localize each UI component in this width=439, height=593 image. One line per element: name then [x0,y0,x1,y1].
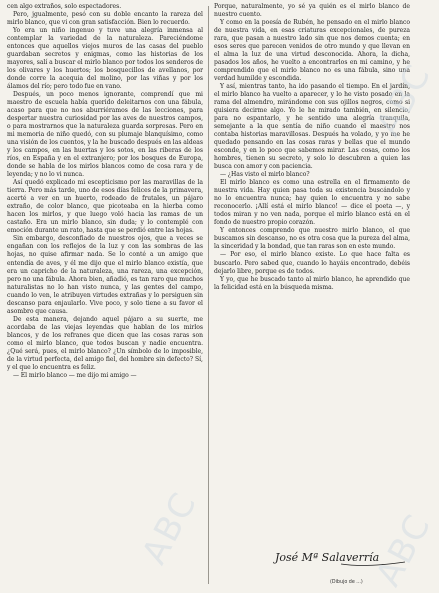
abc-watermark: ABC [368,507,439,593]
paragraph: Yo era un niño ingenuo y tuve una alegría inmensa al contemplar la variedad de la naturaleza. Pareciéndome entonces que aquellos viejos muros de las casas del pueblo guardaban secretos y enigmas, como las historias de los mayores, salí a buscar el mirlo blanco por todos los senderos de los olivares y los huertos; los bosquecillos de avellanos, por donde corre la acequia del molino, por las viñas y por los álamos del río; pero todo fue en vano. [7,27,203,91]
paragraph: Así quedó explicado mi escepticismo por las maravillas de la tierra. Pero más tarde, uno de esos días felices de la primavera, acerté a ver en un huerto, rodeado de frutales, un pájaro extraño, de color blanco, que picoteaba en la hierba como hacen los mirlos, y que luego voló hacia las ramas de un castaño. Era un mirlo blanco, sin duda; y lo contemplé con emoción durante un rato, hasta que se perdió entre las hojas. [7,179,203,235]
abc-watermark: ABC [368,57,439,143]
paragraph: Y así, mientras tanto, ha ido pasando el tiempo. En el jardín, el mirlo blanco ha vuelto a aparecer, y lo he visto posado en la rama del almendro, mirándome con sus ojillos negros, como si quisiera decirme algo. Yo le he mirado también, en silencio, para no espantarlo, y he sentido una alegría tranquila, semejante a la que sentía de niño cuando el maestro nos contaba historias maravillosas. Después ha volado, y yo me he quedado pensando en las cosas raras y bellas que el mundo esconde, y en lo poco que sabemos mirar. Las cosas, como los hombres, tienen su secreto, y solo lo descubren a quien las busca con amor y con paciencia. [214,83,410,171]
signature-text: José Mª Salaverría [275,551,380,564]
paragraph: — El mirlo blanco — me dijo mi amigo — [13,371,137,379]
paragraph: Sin embargo, desconfiado de nuestros ojos, que a veces se engañan con los reflejos de la luz y con las sombras de las hojas, no quise afirmar nada. Se lo conté a un amigo que entendía de aves, y él me dijo que el mirlo blanco existía, que era un capricho de la naturaleza, una rareza, una excepción, pero no una fábula. Ahora bien, añadió, es tan raro que muchos naturalistas no lo han visto nunca, y las gentes del campo, cuando lo ven, le atribuyen virtudes extrañas y lo persiguen sin descanso para enjaularlo. Vive poco, y solo tiene a su favor el asombro que causa. [7,235,203,315]
article-column-right [214,3,410,292]
paragraph: Y como en la poesía de Rubén, he pensado en el mirlo blanco de nuestra vida, en esas criaturas excepcionales, de pureza rara, que pasan a nuestro lado sin que nos demos cuenta; en esos seres que parecen venidos de otro mundo y que llevan en el alma la luz de una virtud desconocida. Ahora, la dicha, pasados los años, he vuelto a encontrarlos en mi camino, y he comprendido que el mirlo blanco no es una fábula, sino una verdad humilde y escondida. [214,19,410,83]
paragraph: Y yo, que he buscado tanto al mirlo blanco, he aprendido que la felicidad está en la búsqueda misma. [214,275,410,291]
article-column-left [7,3,203,380]
paragraph: Porque, naturalmente, yo sé ya quién es el mirlo blanco de nuestro cuento. [214,3,410,19]
abc-watermark: ABC [134,485,206,571]
paragraph: — ¿Has visto el mirlo blanco? [220,171,310,179]
paragraph: Después, un poco menos ignorante, comprendí que mi maestro de escuela había querido deleitarnos con una fábula, acaso para que no nos aburriéramos de las lecciones, para despertar nuestra curiosidad por las aves de nuestros campos, o para mostrarnos que la naturaleza guarda sorpresas. Pero en mi memoria de niño quedó, con su plumaje blanquísimo, como una visión de los cuentos, y la he buscado después en las aldeas y los campos, en las huertas y los sotos, en las riberas de los ríos, en España y en el extranjero; por los bosques de Europa, donde se habla de los mirlos blancos como de cosa rara y de leyenda; y no lo vi nunca. [7,91,203,179]
column-divider [208,6,209,584]
paragraph: El mirlo blanco es como una estrella en el firmamento de nuestra vida. Hay quien pasa toda su existencia buscándolo y no lo encuentra nunca; hay quien lo encuentra y no sabe reconocerlo. ¡Allí está el mirlo blanco! — dice el poeta —, y todos miran y no ven nada, porque el mirlo blanco está en el fondo de nuestro propio corazón. [214,179,410,227]
paragraph: — Por eso, el mirlo blanco existe. Lo que hace falta es buscarlo. Pero sabed que, cuando lo hayáis encontrado, debéis dejarlo libre, porque es de todos. [214,251,410,275]
author-signature [273,546,408,568]
illustration-credit: (Dibujo de ...) [330,580,363,585]
paragraph: Y entonces comprendo que nuestro mirlo blanco, el que buscamos sin descanso, no es otra cosa que la pureza del alma, la sinceridad y la bondad, que tan raras son en este mundo. [214,227,410,251]
paragraph: cen algo extraños, solo espectadores. [7,3,122,10]
paragraph: De esta manera, dejando aquel pájaro a su suerte, me acordaba de las viejas leyendas que hablan de los mirlos blancos, y de los refranes que dicen que las cosas raras son como el mirlo blanco, que todos buscan y nadie encuentra. ¿Qué será, pues, el mirlo blanco? ¿Un símbolo de lo imposible, de la virtud perfecta, del amigo fiel, del hombre sin defecto? Sí, y el que lo encuentra es feliz. [7,315,203,371]
paragraph: Pero, jgualmente, pesó con su doble encanto la rareza del mirlo blanco, que vi con gran satisfacción. Bien lo recuerdo. [7,11,203,27]
